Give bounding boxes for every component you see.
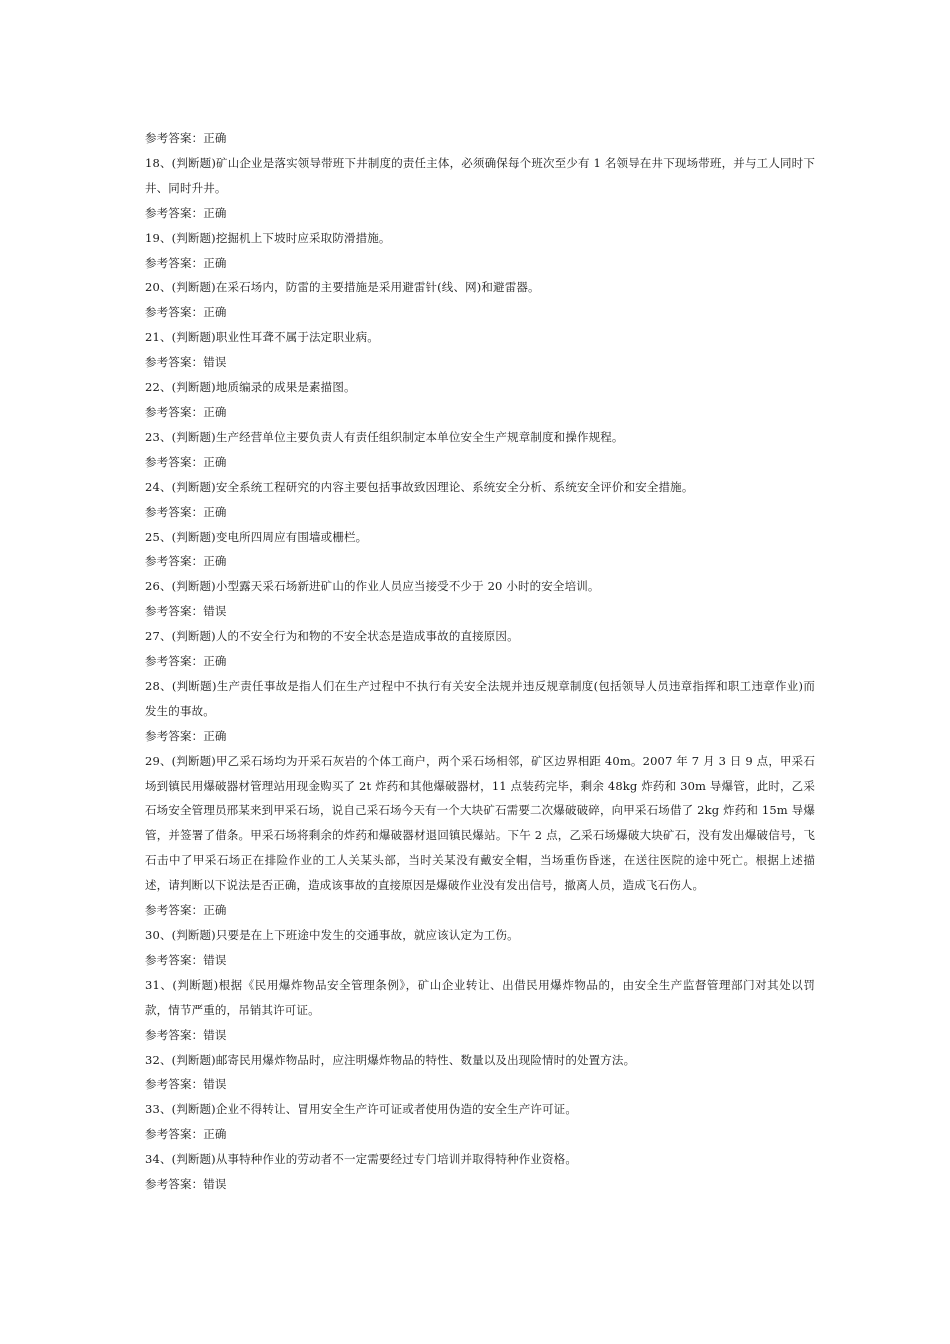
question-number: 20 [145,280,160,295]
answer-line [145,549,815,574]
question-number: 24 [145,479,160,494]
answer-line [145,1072,815,1097]
question-type: (判断题) [171,629,216,644]
question-number: 19 [145,230,160,245]
question-text: 甲乙采石场均为开采石灰岩的个体工商户，两个采石场相邻，矿区边界相距 40m。2007 年 7 月 3 日 9 点，甲采石场到镇民用爆破器材管理站用现金购买了 2t 炸药和其他爆破器材，11 点装药完毕，剩余 48kg 炸药和 30m 导爆管，此时，乙采石场安全管理员邢某来到甲采石场，说自己采石场今天有一个大块矿石需要二次爆破破碎，向甲采石场借了 2kg 炸药和 15m 导爆管，并签署了借条。甲采石场将剩余的炸药和爆破器材退回镇民爆站。下午 2 点，乙采石场爆破大块矿石，没有发出爆破信号，飞石击中了甲采石场正在排险作业的工人关某头部，当时关某没有戴安全帽，当场重伤昏迷，在送往医院的途中死亡。根据上述描述，请判断以下说法是否正确，造成该事故的直接原因是爆破作业没有发出信号，撤离人员，造成飞石伤人。 [145,753,815,893]
answer-value: 正确 [203,454,227,469]
question-number: 33 [145,1102,160,1117]
question-text: 小型露天采石场新进矿山的作业人员应当接受不少于 20 小时的安全培训。 [215,579,600,594]
answer-line [145,450,815,475]
question-text: 生产经营单位主要负责人有责任组织制定本单位安全生产规章制度和操作规程。 [215,429,624,444]
answer-label: 参考答案： [145,255,204,270]
answer-label: 参考答案： [145,1027,204,1042]
answer-value: 正确 [203,654,227,669]
question-number: 22 [145,380,160,395]
question-separator: 、 [159,479,172,494]
question-number: 21 [145,330,160,345]
question-text: 在采石场内，防雷的主要措施是采用避雷针(线、网)和避雷器。 [215,280,540,295]
question-text: 安全系统工程研究的内容主要包括事故致因理论、系统安全分析、系统安全评价和安全措施。 [215,479,694,494]
question-separator: 、 [159,280,172,295]
answer-value: 错误 [203,355,227,370]
question-type: (判断题) [171,380,216,395]
question-text: 企业不得转让、冒用安全生产许可证或者使用伪造的安全生产许可证。 [215,1102,577,1117]
question-text: 地质编录的成果是素描图。 [215,380,356,395]
question-separator: 、 [159,1102,172,1117]
answer-label: 参考答案： [145,554,204,569]
question-item [145,375,815,400]
question-separator: 、 [159,1152,172,1167]
question-item [145,226,815,251]
question-type: (判断题) [171,479,216,494]
question-text: 挖掘机上下坡时应采取防滑措施。 [215,230,391,245]
question-type: (判断题) [171,529,216,544]
answer-line [145,1023,815,1048]
question-separator: 、 [159,380,172,395]
question-type: (判断题) [171,928,216,942]
answer-line [145,1172,815,1197]
question-type: (判断题) [171,230,216,245]
answer-line [145,898,815,923]
answer-line [145,350,815,375]
question-separator: 、 [159,230,172,245]
answer-value: 正确 [203,1127,227,1142]
question-text: 邮寄民用爆炸物品时，应注明爆炸物品的特性、数量以及出现险情时的处置方法。 [215,1052,636,1067]
question-type: (判断题) [171,1102,216,1117]
answer-label: 参考答案： [145,1077,204,1092]
answer-line [145,948,815,973]
answer-value: 正确 [203,255,227,270]
answer-value: 错误 [203,1027,227,1042]
question-number: 30 [145,928,160,942]
answer-label: 参考答案： [145,728,204,743]
question-text: 人的不安全行为和物的不安全状态是造成事故的直接原因。 [215,629,519,644]
question-number: 34 [145,1152,160,1167]
question-separator: 、 [159,629,172,644]
question-type: (判断题) [171,280,216,295]
question-item [145,151,815,201]
question-text: 生产责任事故是指人们在生产过程中不执行有关安全法规并违反规章制度(包括领导人员违章指挥和职工违章作业)而发生的事故。 [145,678,815,718]
answer-label: 参考答案： [145,1177,204,1192]
answer-value: 正确 [203,305,227,320]
answer-line [145,251,815,276]
question-item [145,1147,815,1172]
question-item [145,674,815,724]
question-item [145,1048,815,1073]
answer-label: 参考答案： [145,131,204,145]
question-text: 只要是在上下班途中发生的交通事故，就应该认定为工伤。 [215,928,519,942]
question-type: (判断题) [171,753,216,768]
question-item [145,749,815,898]
question-number: 28 [145,678,160,693]
answer-label: 参考答案： [145,654,204,669]
answer-label: 参考答案： [145,903,204,918]
answer-label: 参考答案： [145,454,204,469]
answer-value: 错误 [203,1177,227,1192]
question-text: 根据《民用爆炸物品安全管理条例》，矿山企业转让、出借民用爆炸物品的，由安全生产监督管理部门对其处以罚款，情节严重的，吊销其许可证。 [145,977,815,1017]
answer-value: 正确 [203,728,227,743]
answer-line [145,300,815,325]
question-separator: 、 [159,155,172,170]
question-item [145,574,815,599]
answer-value: 正确 [203,554,227,569]
question-separator: 、 [159,330,172,345]
question-item [145,425,815,450]
question-type: (判断题) [171,678,217,693]
question-item [145,525,815,550]
answer-value: 错误 [203,952,227,967]
answer-line [145,649,815,674]
question-separator: 、 [159,1052,172,1067]
answer-label: 参考答案： [145,604,204,619]
question-separator: 、 [159,753,172,768]
question-type: (判断题) [171,155,216,170]
answer-value: 正确 [203,903,227,918]
question-item [145,1097,815,1122]
question-number: 27 [145,629,160,644]
answer-value: 错误 [203,604,227,619]
question-number: 25 [145,529,160,544]
question-text: 矿山企业是落实领导带班下井制度的责任主体，必须确保每个班次至少有 1 名领导在井下现场带班，并与工人同时下井、同时升井。 [145,155,816,195]
answer-label: 参考答案： [145,205,204,220]
question-text: 职业性耳聋不属于法定职业病。 [215,330,379,345]
answer-value: 正确 [203,131,227,145]
answer-label: 参考答案： [145,952,204,967]
answer-line [145,400,815,425]
answer-line [145,1122,815,1147]
question-item [145,624,815,649]
answer-label: 参考答案： [145,1127,204,1142]
answer-label: 参考答案： [145,305,204,320]
question-number: 31 [145,977,160,992]
question-separator: 、 [159,928,172,942]
question-item [145,973,815,1023]
question-list [145,151,815,1197]
question-separator: 、 [159,579,172,594]
question-text: 变电所四周应有围墙或栅栏。 [215,529,368,544]
answer-line [145,126,815,151]
answer-value: 错误 [203,1077,227,1092]
question-separator: 、 [159,678,172,693]
answer-value: 正确 [203,404,227,419]
question-item [145,475,815,500]
question-number: 18 [145,155,160,170]
answer-label: 参考答案： [145,355,204,370]
question-separator: 、 [159,429,172,444]
question-item [145,325,815,350]
question-item [145,275,815,300]
question-type: (判断题) [171,579,216,594]
question-number: 32 [145,1052,160,1067]
answer-line [145,599,815,624]
question-separator: 、 [159,977,173,992]
question-text: 从事特种作业的劳动者不一定需要经过专门培训并取得特种作业资格。 [215,1152,577,1167]
question-separator: 、 [159,529,172,544]
answer-line [145,201,815,226]
answer-value: 正确 [203,205,227,220]
question-type: (判断题) [171,330,216,345]
document-page [145,126,815,1197]
question-type: (判断题) [171,1052,216,1067]
question-number: 29 [145,753,160,768]
question-number: 23 [145,429,160,444]
question-number: 26 [145,579,160,594]
question-type: (判断题) [171,429,216,444]
question-type: (判断题) [171,1152,216,1167]
question-type: (判断题) [172,977,219,992]
answer-label: 参考答案： [145,504,204,519]
answer-value: 正确 [203,504,227,519]
answer-line [145,724,815,749]
answer-line [145,500,815,525]
answer-label: 参考答案： [145,404,204,419]
question-item [145,923,815,948]
